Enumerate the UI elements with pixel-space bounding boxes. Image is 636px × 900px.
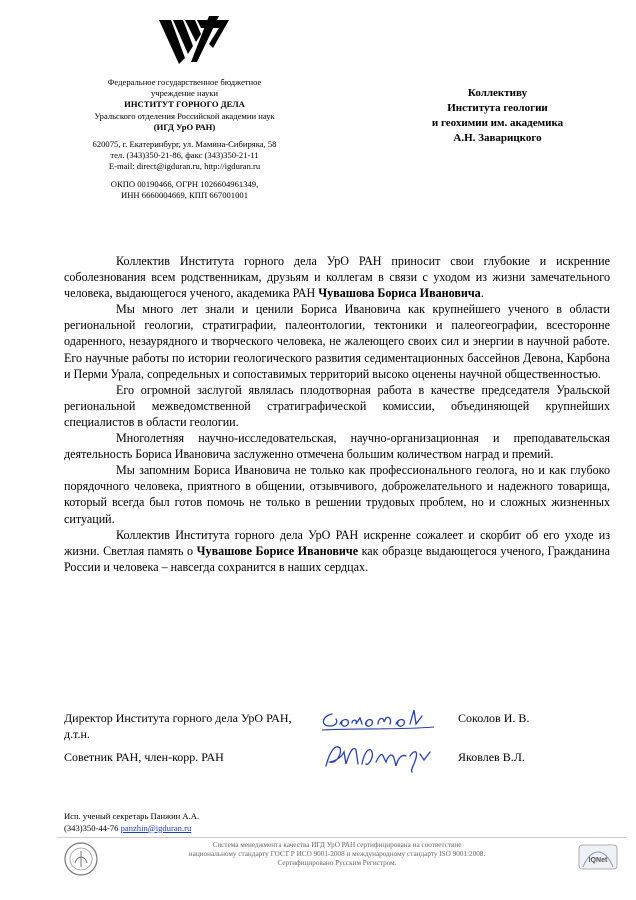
deceased-name: Чувашова Бориса Ивановича: [318, 286, 481, 301]
signer-name: Соколов И. В.: [458, 711, 530, 725]
sender-codes1: ОКПО 00190466, ОГРН 1026604961349,: [110, 178, 259, 189]
registry-seal-icon: [63, 841, 99, 877]
paragraph-1-text: Коллектив Института горного дела УрО РАН приносит свои глубокие и искренние соболезнования всем родственникам, друзьям и коллегам в связи с уходом из жизни замечательного человека, выдающегося ученого, академика РАН: [64, 254, 610, 301]
paragraph-6-text: Коллектив Института горного дела УрО РАН искренне сожалеет и скорбит об его уходе из жизни. Светлая память о: [64, 527, 610, 558]
handwritten-signature-yakovlev: [318, 740, 446, 774]
sender-codes2: ИНН 6660004669, КПП 667001001: [121, 189, 248, 200]
paragraph-4: Многолетняя научно-исследовательская, научно-организационная и преподавательская деятельность Бориса Ивановича заслуженно отмечена большим количеством наград и премий.: [64, 431, 610, 462]
iqnet-certificate-icon: [577, 841, 619, 873]
executor-phone-email: [64, 823, 199, 835]
signer-position: Советник РАН, член-корр. РАН: [64, 750, 224, 764]
recipient-line3: и геохимии им. академика: [431, 117, 564, 129]
recipient-line2: Института геологии: [447, 102, 548, 114]
sender-line2: учреждение науки: [150, 88, 219, 99]
recipient-line1: Коллективу: [467, 87, 528, 99]
sender-block: [52, 77, 317, 201]
paragraph-6: [64, 527, 610, 575]
paragraph-1-end: .: [480, 286, 484, 301]
footer-text: [109, 841, 565, 868]
recipient-block: [390, 86, 605, 146]
signer-name: Яковлев В.Л.: [458, 750, 525, 764]
sender-abbr: (ИГД УрО РАН): [153, 121, 216, 132]
executor-phone: (343)350-44-76: [64, 822, 119, 833]
paragraph-6-end: как образце выдающегося ученого, Гражданина России и человека – навсегда сохранится в наших сердцах.: [64, 543, 610, 574]
paragraph-1: [64, 253, 610, 301]
iqnet-label: IQNet: [588, 857, 608, 864]
sender-line1: Федеральное государственное бюджетное: [107, 77, 262, 87]
executor-name: Исп. ученый секретарь Панжин А.А.: [64, 811, 200, 821]
paragraph-3: Его огромной заслугой являлась плодотворная работа в качестве председателя Уральской региональной межведомственной стратиграфической комиссии, объединяющей крупнейших специалистов в области геологии.: [64, 382, 610, 429]
footer-line1: Система менеджмента качества ИГД УрО РАН сертифицирована на соответствие: [212, 841, 462, 849]
sender-address: 620075, г. Екатеринбург, ул. Мамина-Сибиряка, 58: [92, 139, 277, 150]
sender-org-name: ИНСТИТУТ ГОРНОГО ДЕЛА: [124, 99, 245, 110]
executor-contact: [64, 811, 199, 834]
sender-phone: тел. (343)350-21-86, факс (343)350-21-11: [110, 150, 259, 161]
footer-line2: национальному стандарту ГОСТ Р ИСО 9001-2008 и международному стандарту ISO 9001:2008.: [188, 850, 486, 858]
recipient-line4: А.Н. Заварицкого: [453, 132, 542, 144]
sender-email: E-mail: direct@igduran.ru, http://igduran.ru: [108, 161, 261, 172]
institute-logo: [157, 14, 231, 66]
paragraph-2: Мы много лет знали и ценили Бориса Ивановича как крупнейшего ученого в области региональной геологии, стратиграфии, палеонтологии, тектоники и палеогеографии, всесторонне одаренного, незаурядного и творческого человека, не жалеющего своих сил и энергии в научной работе. Его научные работы по истории геологического развития седиментационных бассейнов Девона, Карбона и Перми Урала, сопредельных и сопоставимых территорий высоко оценены научной общественностью.: [64, 302, 610, 381]
quality-footer: [57, 837, 627, 880]
deceased-name-2: Чувашове Борисе Ивановиче: [196, 543, 359, 558]
footer-line3: Сертифицировано Русским Регистром.: [277, 859, 397, 867]
sender-line4: Уральского отделения Российской академии наук: [94, 110, 275, 121]
signer-position: Директор Института горного дела УрО РАН, д.т.н.: [64, 711, 292, 741]
letter-body: [64, 253, 610, 575]
paragraph-5: Мы запомним Бориса Ивановича не только как профессионального геолога, но и как глубоко порядочного человека, приятного в общении, отзывчивого, доброжелательного и надежного товарища, который всегда был готов помочь не только в решении трудовых проблем, но и сложных жизненных ситуаций.: [64, 463, 610, 526]
handwritten-signature-sokolov: [318, 704, 436, 736]
executor-email-link[interactable]: panzhin@igduran.ru: [120, 822, 192, 833]
